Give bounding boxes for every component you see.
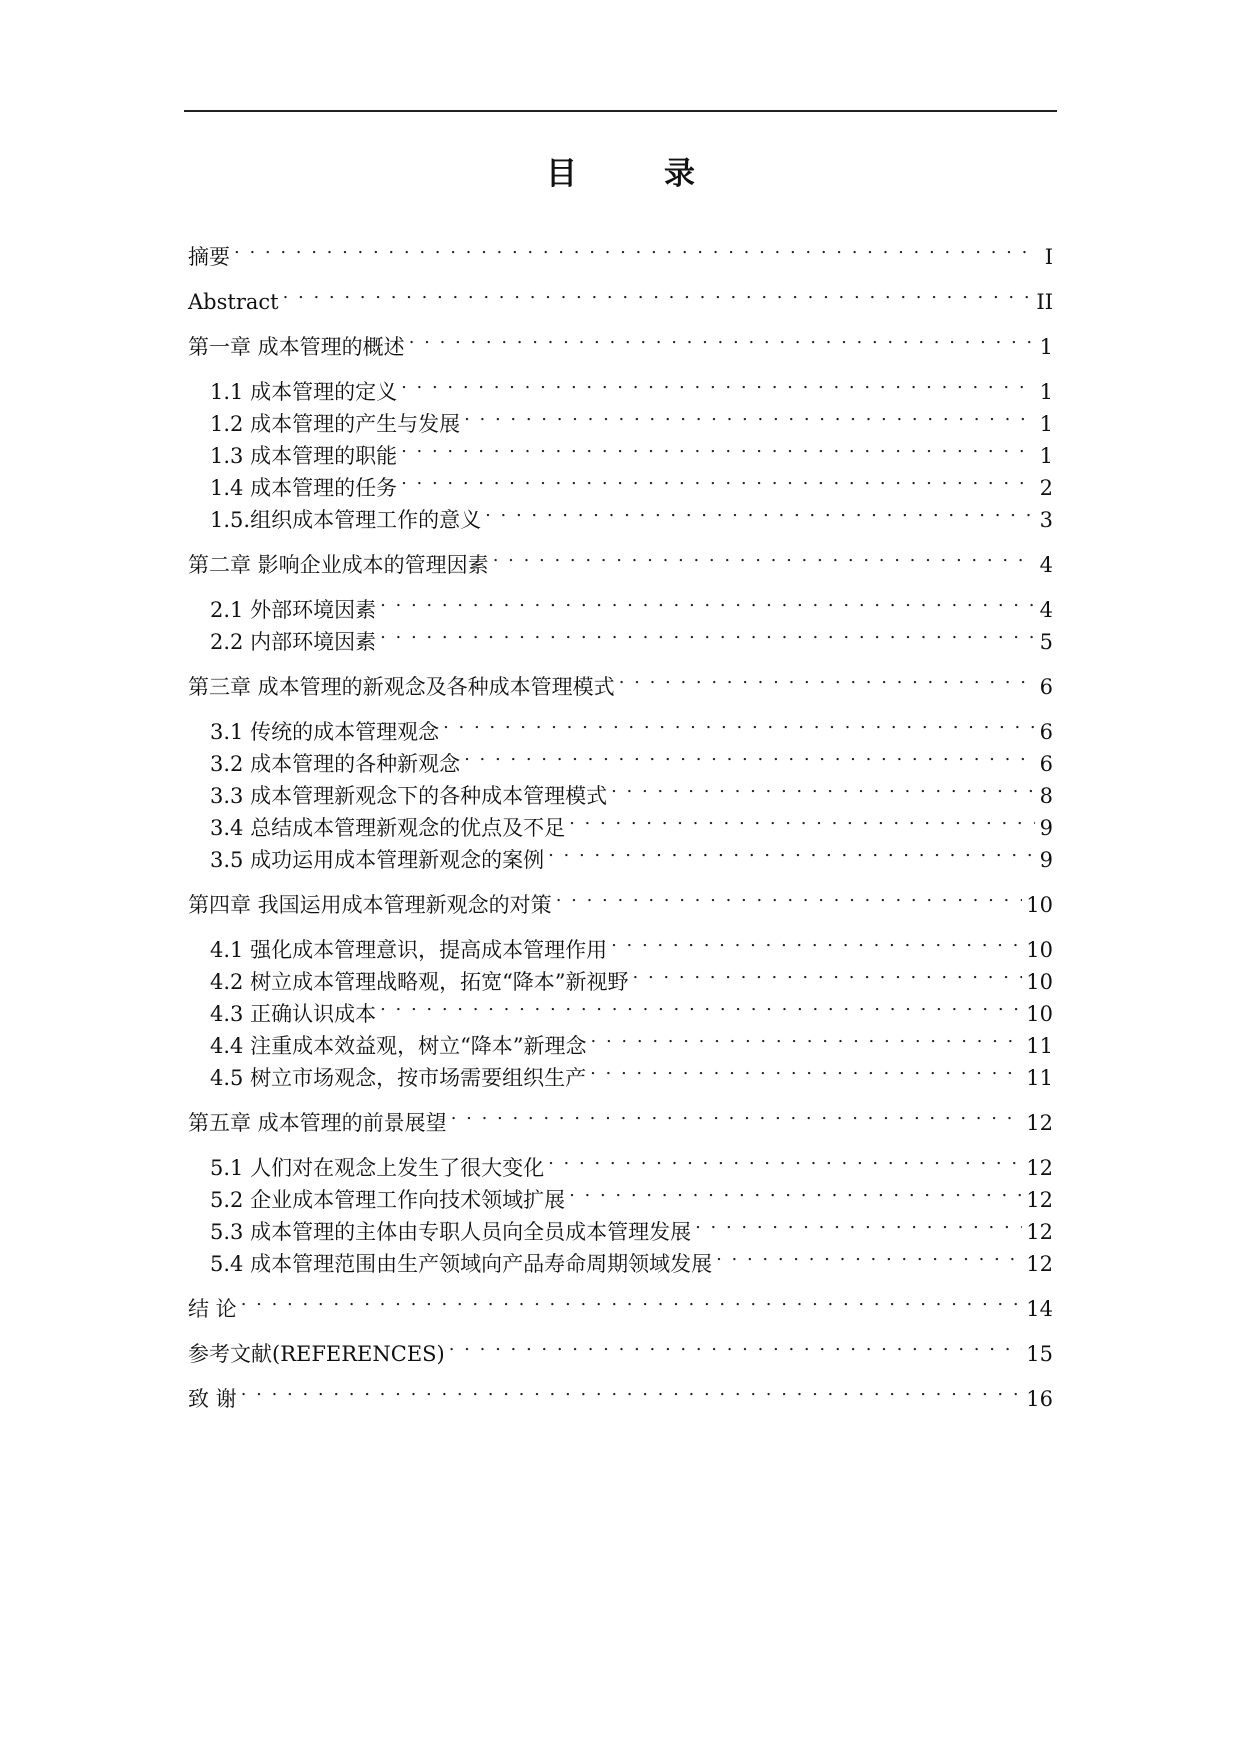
toc-page-number: 5 — [1039, 630, 1053, 654]
toc-entry-label: Abstract — [188, 290, 279, 314]
toc-entry-label: 5.4 成本管理范围由生产领域向产品寿命周期领域发展 — [210, 1252, 713, 1276]
toc-dot-leader — [380, 617, 1035, 649]
toc-dot-leader — [234, 232, 1035, 264]
toc-page-number: 4 — [1039, 598, 1053, 622]
table-of-contents — [188, 232, 1053, 1411]
toc-dot-leader — [464, 399, 1035, 431]
toc-page-number: 11 — [1026, 1034, 1053, 1058]
toc-entry-label: 第一章 成本管理的概述 — [188, 335, 405, 359]
toc-entry-label: 1.1 成本管理的定义 — [210, 380, 398, 404]
toc-dot-leader — [716, 1239, 1022, 1271]
toc-dot-leader — [569, 803, 1035, 835]
toc-entry-label: 1.5.组织成本管理工作的意义 — [210, 508, 482, 532]
toc-chapter-entry[interactable] — [188, 540, 1053, 577]
toc-entry-label: 致 谢 — [188, 1387, 237, 1411]
toc-dot-leader — [283, 277, 1033, 309]
toc-page-number: 9 — [1039, 848, 1053, 872]
toc-section-entry[interactable] — [188, 925, 1053, 962]
toc-dot-leader — [380, 585, 1035, 617]
toc-page-number: 10 — [1026, 938, 1053, 962]
toc-entry-label: 1.4 成本管理的任务 — [210, 476, 398, 500]
toc-entry-label: 4.4 注重成本效益观，树立“降本”新理念 — [210, 1034, 587, 1058]
toc-entry-label: 5.2 企业成本管理工作向技术领域扩展 — [210, 1188, 566, 1212]
toc-chapter-entry[interactable] — [188, 1098, 1053, 1135]
toc-chapter-entry[interactable] — [188, 880, 1053, 917]
toc-dot-leader — [443, 707, 1035, 739]
toc-entry-label: 4.3 正确认识成本 — [210, 1002, 377, 1026]
toc-chapter-entry[interactable] — [188, 277, 1053, 314]
toc-chapter-entry[interactable] — [188, 232, 1053, 269]
toc-dot-leader — [695, 1207, 1022, 1239]
toc-dot-leader — [493, 540, 1035, 572]
toc-chapter-entry[interactable] — [188, 322, 1053, 359]
toc-page-number: 8 — [1039, 784, 1053, 808]
toc-page-number: 12 — [1026, 1111, 1053, 1135]
toc-page-number: 12 — [1026, 1188, 1053, 1212]
toc-dot-leader — [611, 925, 1022, 957]
toc-entry-label: 第二章 影响企业成本的管理因素 — [188, 553, 489, 577]
toc-page-number: 12 — [1026, 1252, 1053, 1276]
toc-chapter-entry[interactable] — [188, 662, 1053, 699]
toc-page-number: 9 — [1039, 816, 1053, 840]
toc-entry-label: 4.5 树立市场观念，按市场需要组织生产 — [210, 1066, 587, 1090]
toc-page-number: 6 — [1039, 720, 1053, 744]
toc-page-number: 1 — [1039, 412, 1053, 436]
toc-section-entry[interactable] — [188, 707, 1053, 744]
toc-entry-label: 3.1 传统的成本管理观念 — [210, 720, 440, 744]
toc-dot-leader — [569, 1175, 1022, 1207]
toc-dot-leader — [619, 662, 1035, 694]
toc-entry-label: 3.2 成本管理的各种新观念 — [210, 752, 461, 776]
toc-page-number: 6 — [1039, 675, 1053, 699]
toc-section-entry[interactable] — [188, 1143, 1053, 1180]
toc-dot-leader — [401, 367, 1035, 399]
toc-entry-label: 2.2 内部环境因素 — [210, 630, 377, 654]
toc-dot-leader — [380, 989, 1022, 1021]
toc-page-number: 3 — [1039, 508, 1053, 532]
toc-dot-leader — [485, 495, 1035, 527]
toc-entry-label: 3.5 成功运用成本管理新观念的案例 — [210, 848, 545, 872]
toc-entry-label: 4.1 强化成本管理意识，提高成本管理作用 — [210, 938, 608, 962]
toc-page-number: 14 — [1026, 1297, 1053, 1321]
toc-entry-label: 1.2 成本管理的产生与发展 — [210, 412, 461, 436]
toc-dot-leader — [590, 1053, 1022, 1085]
toc-dot-leader — [548, 1143, 1022, 1175]
header-rule — [184, 110, 1057, 112]
toc-page-number: 1 — [1039, 444, 1053, 468]
toc-page-number: 12 — [1026, 1220, 1053, 1244]
toc-dot-leader — [464, 739, 1035, 771]
toc-entry-label: 第三章 成本管理的新观念及各种成本管理模式 — [188, 675, 615, 699]
toc-page-number: 12 — [1026, 1156, 1053, 1180]
toc-dot-leader — [401, 431, 1035, 463]
toc-page-number: 10 — [1026, 893, 1053, 917]
toc-dot-leader — [449, 1329, 1023, 1361]
toc-dot-leader — [241, 1284, 1023, 1316]
toc-page-number: 10 — [1026, 970, 1053, 994]
toc-dot-leader — [591, 1021, 1023, 1053]
toc-section-entry[interactable] — [188, 367, 1053, 404]
toc-page-number: 15 — [1026, 1342, 1053, 1366]
toc-entry-label: 结 论 — [188, 1297, 237, 1321]
toc-page-number: 1 — [1039, 335, 1053, 359]
toc-chapter-entry[interactable] — [188, 1329, 1053, 1366]
toc-page-number: 10 — [1026, 1002, 1053, 1026]
toc-section-entry[interactable] — [188, 585, 1053, 622]
toc-page-number: 6 — [1039, 752, 1053, 776]
toc-page-number: 2 — [1039, 476, 1053, 500]
toc-entry-label: 第四章 我国运用成本管理新观念的对策 — [188, 893, 552, 917]
toc-dot-leader — [548, 835, 1035, 867]
toc-entry-label: 2.1 外部环境因素 — [210, 598, 377, 622]
toc-entry-label: 第五章 成本管理的前景展望 — [188, 1111, 447, 1135]
toc-entry-label: 3.3 成本管理新观念下的各种成本管理模式 — [210, 784, 608, 808]
toc-entry-label: 3.4 总结成本管理新观念的优点及不足 — [210, 816, 566, 840]
toc-page-number: 11 — [1026, 1066, 1053, 1090]
toc-dot-leader — [611, 771, 1035, 803]
toc-page-number: 1 — [1039, 380, 1053, 404]
toc-entry-label: 5.1 人们对在观念上发生了很大变化 — [210, 1156, 545, 1180]
toc-page-number: II — [1036, 290, 1053, 314]
page-title: 目 录 — [546, 156, 723, 192]
toc-page-number: I — [1044, 245, 1053, 269]
toc-page-number: 16 — [1026, 1387, 1053, 1411]
toc-dot-leader — [451, 1098, 1023, 1130]
toc-dot-leader — [401, 463, 1035, 495]
toc-entry-label: 5.3 成本管理的主体由专职人员向全员成本管理发展 — [210, 1220, 692, 1244]
toc-entry-label: 摘要 — [188, 245, 230, 269]
toc-dot-leader — [241, 1374, 1023, 1406]
toc-chapter-entry[interactable] — [188, 1284, 1053, 1321]
toc-entry-label: 参考文献(REFERENCES) — [188, 1342, 445, 1366]
toc-entry-label: 1.3 成本管理的职能 — [210, 444, 398, 468]
toc-dot-leader — [409, 322, 1035, 354]
toc-dot-leader — [556, 880, 1023, 912]
toc-dot-leader — [633, 957, 1023, 989]
toc-page-number: 4 — [1039, 553, 1053, 577]
toc-entry-label: 4.2 树立成本管理战略观，拓宽“降本”新视野 — [210, 970, 629, 994]
toc-chapter-entry[interactable] — [188, 1374, 1053, 1411]
